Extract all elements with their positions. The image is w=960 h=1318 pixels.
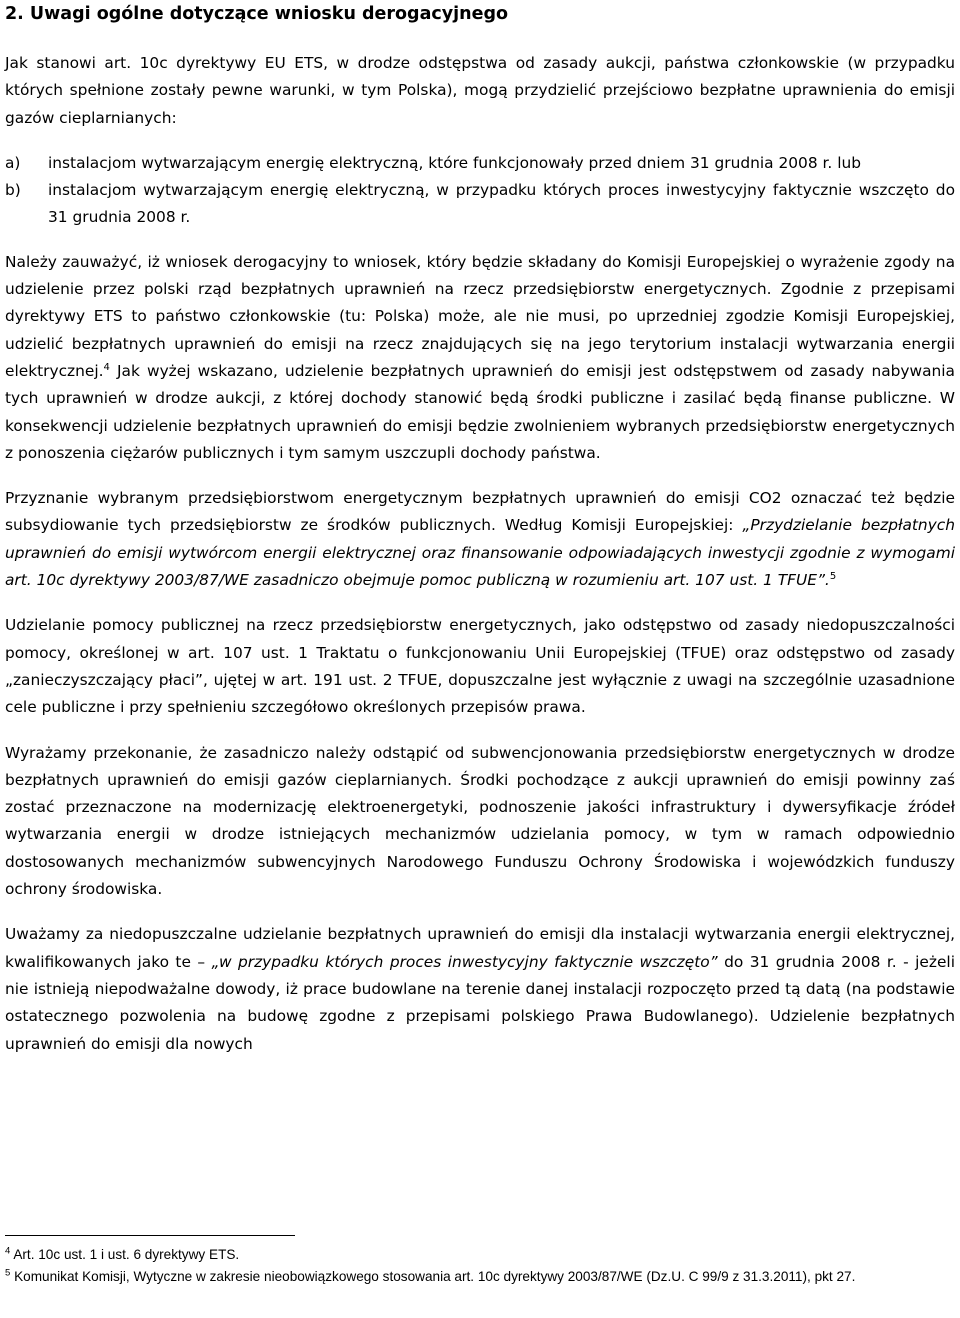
list-item-text: instalacjom wytwarzającym energię elektryczną, w przypadku których proces inwestycyjny faktycznie wszczęto do 31 grudnia 2008 r. <box>48 181 955 227</box>
footnote-ref[interactable]: 4 <box>103 361 110 373</box>
footnote <box>5 1267 945 1287</box>
footnote-text: Art. 10c ust. 1 i ust. 6 dyrektywy ETS. <box>13 1247 240 1262</box>
footnotes <box>5 1245 945 1289</box>
paragraph-conviction: Wyrażamy przekonanie, że zasadniczo należy odstąpić od subwencjonowania przedsiębiorstw energetycznych w drodze bezpłatnych uprawnień do emisji gazów cieplarnianych. Środki pochodzące z aukcji uprawnień do emisji powinny zaś zostać przeznaczone na modernizację elektroenergetyki, podnoszenie jakości infrastruktury i dywersyfikacje źródeł wytwarzania energii w drodze istniejących mechanizmów udzielania pomocy, w tym w ramach odpowiednio dostosowanych mechanizmów subwencyjnych Narodowego Funduszu Ochrony Środowiska i wojewódzkich funduszy ochrony środowiska. <box>5 743 955 899</box>
paragraph-derogation <box>5 249 955 467</box>
intro-paragraph: Jak stanowi art. 10c dyrektywy EU ETS, w drodze odstępstwa od zasady aukcji, państwa członkowskie (w przypadku których spełnione zostały pewne warunki, w tym Polska), mogą przydzielić przejściowo bezpłatne uprawnienia do emisji gazów cieplarnianych: <box>5 54 955 127</box>
conditions-list <box>5 150 955 232</box>
commission-quote: „Przydzielanie bezpłatnych uprawnień do emisji wytwórcom energii elektrycznej oraz finansowanie odpowiadających inwestycji zgodnie z wymogami art. 10c dyrektywy 2003/87/WE zasadniczo obejmuje pomoc publiczną w rozumieniu art. 107 ust. 1 TFUE”. <box>5 516 955 590</box>
footnote-divider <box>5 1235 295 1236</box>
list-item <box>5 150 955 177</box>
list-marker: a) <box>5 153 21 172</box>
list-marker: b) <box>5 181 21 200</box>
document-page <box>5 0 955 1284</box>
paragraph-inadmissible <box>5 921 955 1057</box>
list-item-text: instalacjom wytwarzającym energię elektryczną, które funkcjonowały przed dniem 31 grudnia 2008 r. lub <box>48 153 862 172</box>
paragraph-text: Uważamy za niedopuszczalne udzielanie bezpłatnych uprawnień do emisji dla instalacji wytwarzania energii elektrycznej, kwalifikowanych jako te – <box>5 925 955 971</box>
paragraph-subsidy <box>5 485 955 594</box>
section-heading: 2. Uwagi ogólne dotyczące wniosku derogacyjnego <box>5 4 509 24</box>
paragraph-text: do 31 grudnia 2008 r. - jeżeli nie istnieją niepodważalne dowody, iż prace budowlane na terenie danej instalacji rozpoczęto przed tą datą (na podstawie ostatecznego pozwolenia na budowę zgodne z przepisami polskiego Prawa Budowlanego). Udzielenie bezpłatnych uprawnień do emisji dla nowych <box>5 952 955 1053</box>
paragraph-text: Jak wyżej wskazano, udzielenie bezpłatnych uprawnień do emisji jest odstępstwem od zasady nabywania tych uprawnień w drodze aukcji, z której dochody stanowić będą środki publiczne i zasilać będą finanse publiczne. W konsekwencji udzielenie bezpłatnych uprawnień do emisji będzie zwolnieniem wybranych przedsiębiorstw energetycznych z ponoszenia ciężarów publicznych i tym samym uszczupli dochody państwa. <box>5 361 955 462</box>
investment-quote: „w przypadku których proces inwestycyjny faktycznie wszczęto” <box>211 952 718 971</box>
paragraph-state-aid: Udzielanie pomocy publicznej na rzecz przedsiębiorstw energetycznych, jako odstępstwo od zasady niedopuszczalności pomocy, określonej w art. 107 ust. 1 Traktatu o funkcjonowaniu Unii Europejskiej (TFUE) oraz odstępstwo od zasady „zanieczyszczający płaci”, ujętej w art. 191 ust. 2 TFUE, dopuszczalne jest wyłącznie z uwagi na szczególnie uzasadnione cele publiczne i przy spełnieniu szczegółowo określonych przepisów prawa. <box>5 616 955 717</box>
paragraph-text: Przyznanie wybranym przedsiębiorstwom energetycznym bezpłatnych uprawnień do emisji CO2 oznaczać też będzie subsydiowanie tych przedsiębiorstw ze środków publicznych. Według Komisji Europejskiej: <box>5 489 955 535</box>
footnote-number: 4 <box>5 1245 11 1257</box>
paragraph-text: Należy zauważyć, iż wniosek derogacyjny to wniosek, który będzie składany do Komisji Europejskiej o wyrażenie zgody na udzielenie przez polski rząd bezpłatnych uprawnień na rzecz przedsiębiorstw energetycznych. Zgodnie z przepisami dyrektywy ETS to państwo członkowskie (tu: Polska) może, ale nie musi, po uprzedniej zgodzie Komisji Europejskiej, udzielić bezpłatnych uprawnień do emisji na rzecz znajdujących się na jego terytorium instalacji wytwarzania energii elektrycznej. <box>5 252 955 380</box>
footnote-number: 5 <box>5 1267 11 1279</box>
footnote-text: Komunikat Komisji, Wytyczne w zakresie nieobowiązkowego stosowania art. 10c dyrektywy 2003/87/WE (Dz.U. C 99/9 z 31.3.2011), pkt 27. <box>14 1269 856 1284</box>
list-item <box>5 177 955 232</box>
footnote <box>5 1245 945 1265</box>
footnote-ref[interactable]: 5 <box>829 570 837 582</box>
